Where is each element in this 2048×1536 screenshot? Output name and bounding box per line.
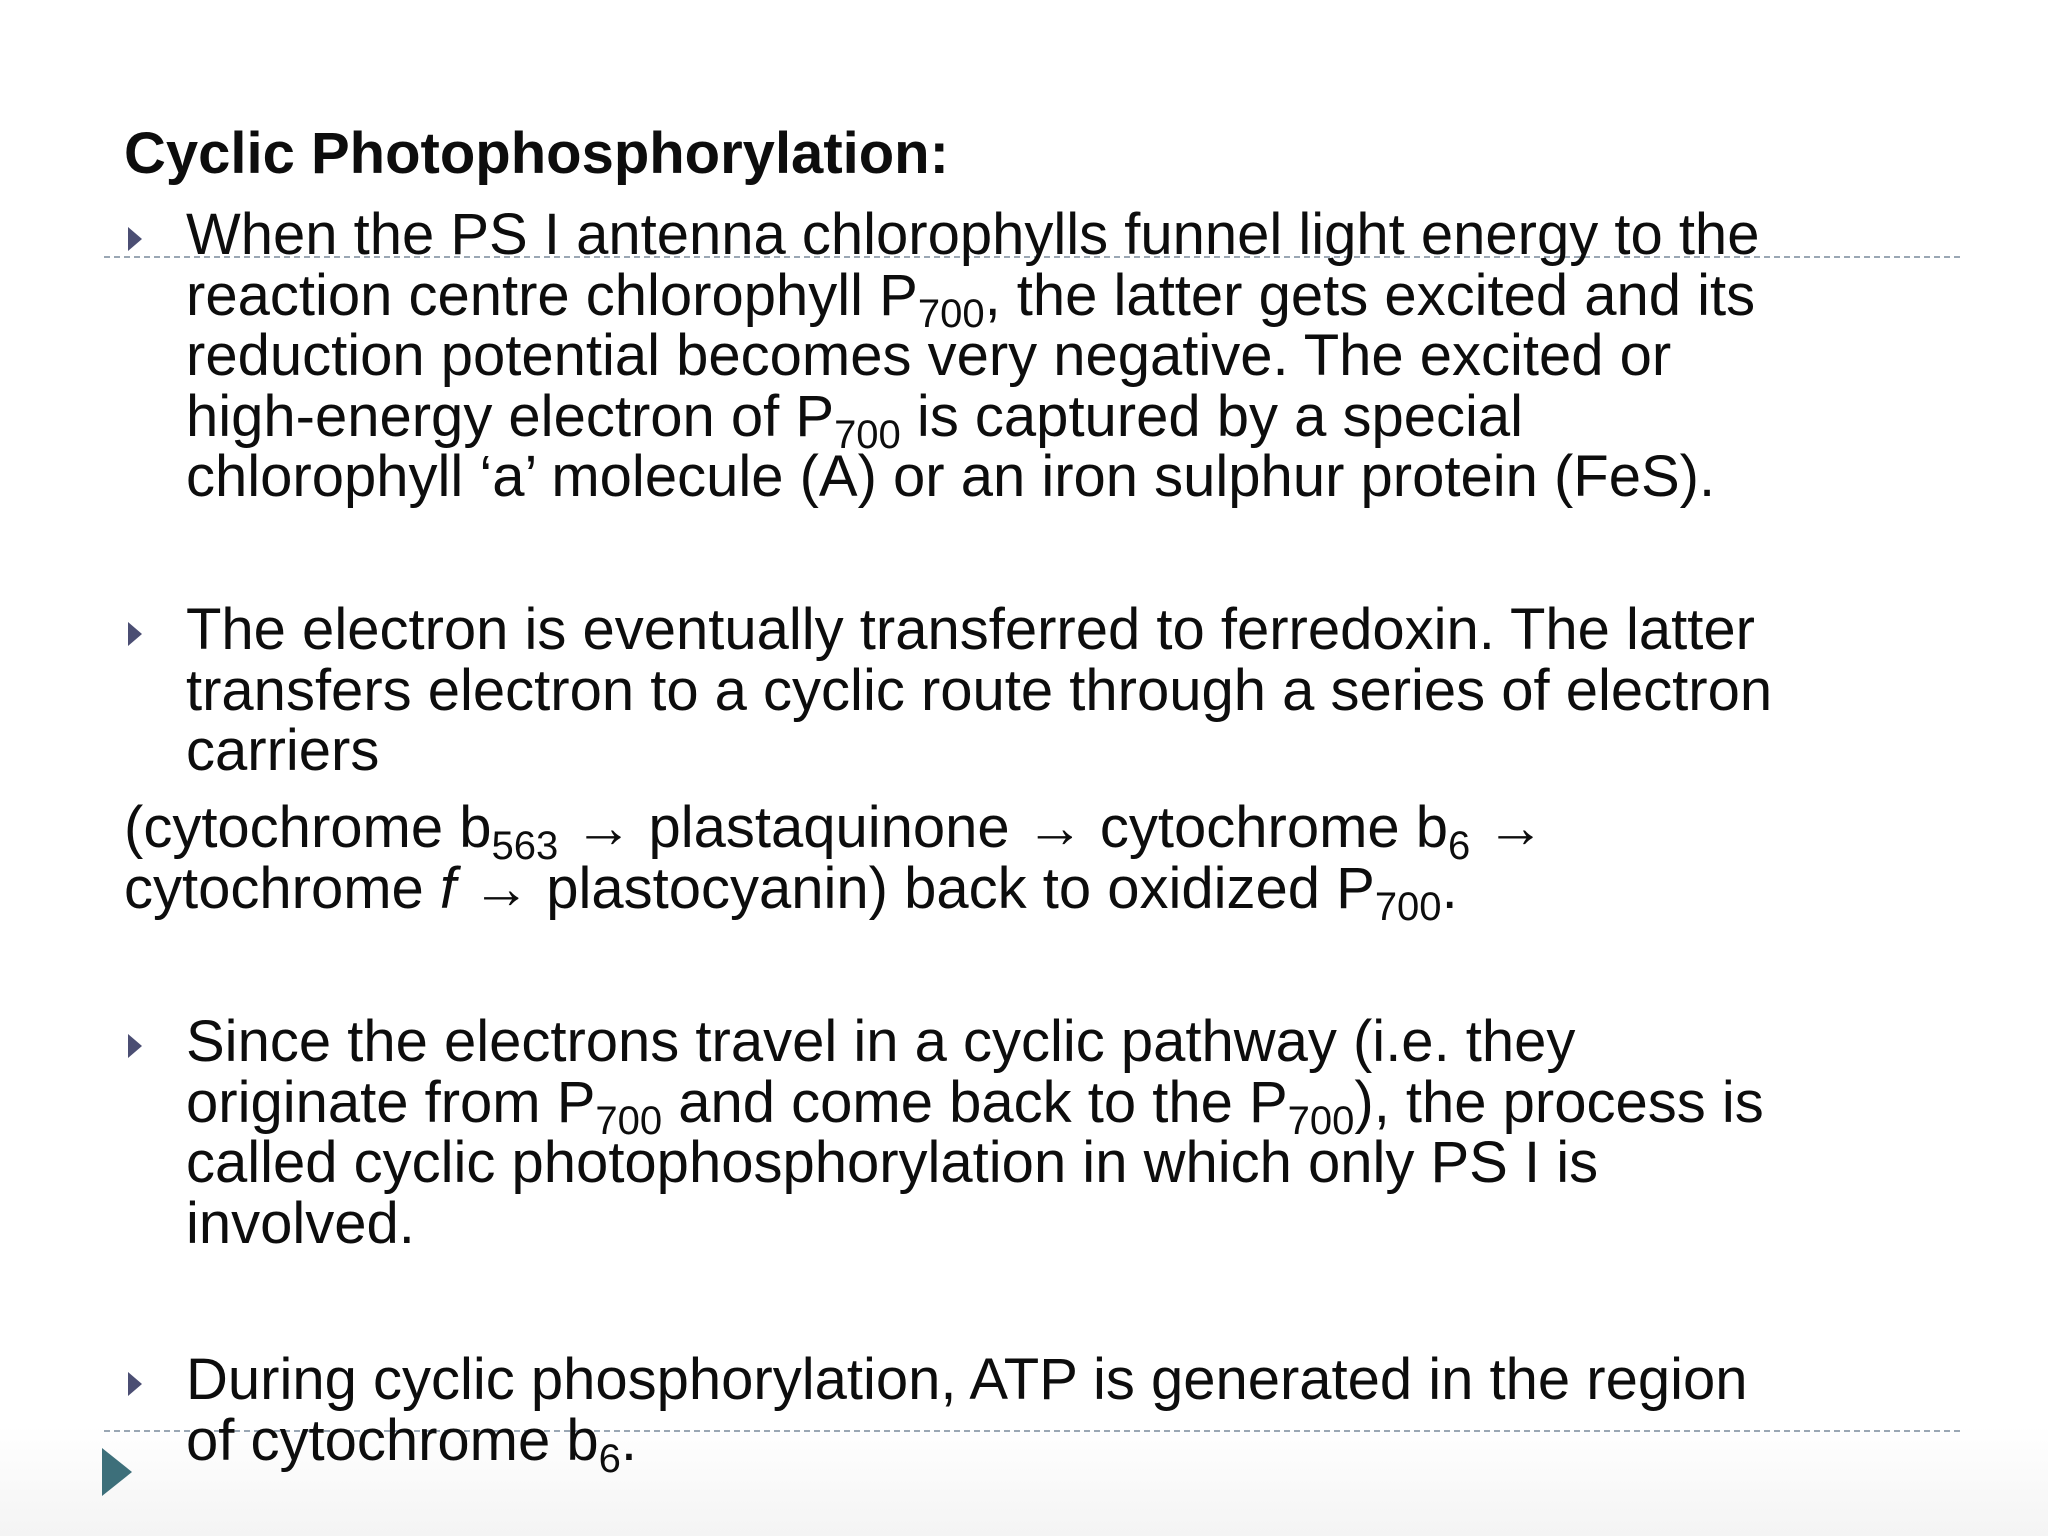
bullet-line: high-energy electron of $P_{700}$ is captured by a special <box>186 383 1524 457</box>
bullet-line: When the PS I antenna chlorophylls funnel light energy to the <box>186 202 1760 267</box>
bullet-line: called cyclic photophosphorylation in which only PS I is <box>186 1130 1599 1195</box>
bullet-arrow-icon <box>128 227 142 251</box>
bullet-line: reaction centre chlorophyll $P_{700}$, the latter gets excited and its <box>186 262 1756 336</box>
chain-line: (cytochrome $b_{563}$ → plastaquinone → cytochrome $b_6$ → <box>124 795 1545 868</box>
electron-carrier-chain <box>124 795 1984 929</box>
bullet-line: of cytochrome $b_6$. <box>186 1407 638 1481</box>
bullet-line: The electron is eventually transferred to ferredoxin. The latter <box>186 597 1755 662</box>
bullet-arrow-icon <box>128 1372 142 1396</box>
bullet-line: Since the electrons travel in a cyclic pathway (i.e. they <box>186 1009 1576 1074</box>
bullet-line: transfers electron to a cyclic route through a series of electron <box>186 657 1773 723</box>
bullet-3 <box>124 1009 1984 1256</box>
bullet-line: originate from $P_{700}$ and come back to the $P_{700}$), the process is <box>186 1069 1764 1143</box>
bullet-line: carriers <box>186 718 380 783</box>
bullet-1 <box>124 202 1984 509</box>
chain-line: cytochrome f → plastocyanin) back to oxidized $P_{700}$. <box>124 855 1458 929</box>
bullet-4 <box>124 1347 1984 1481</box>
bullet-arrow-icon <box>128 622 142 646</box>
slide-title: Cyclic Photophosphorylation: <box>124 121 949 186</box>
bullet-line: involved. <box>186 1190 415 1256</box>
bullet-line: reduction potential becomes very negative. The excited or <box>186 323 1672 388</box>
bullet-2 <box>124 597 1984 783</box>
bullet-arrow-icon <box>128 1034 142 1058</box>
bullet-line: During cyclic phosphorylation, ATP is generated in the region <box>186 1347 1748 1412</box>
bullet-line: chlorophyll ‘a’ molecule (A) or an iron sulphur protein (FeS). <box>186 444 1716 509</box>
